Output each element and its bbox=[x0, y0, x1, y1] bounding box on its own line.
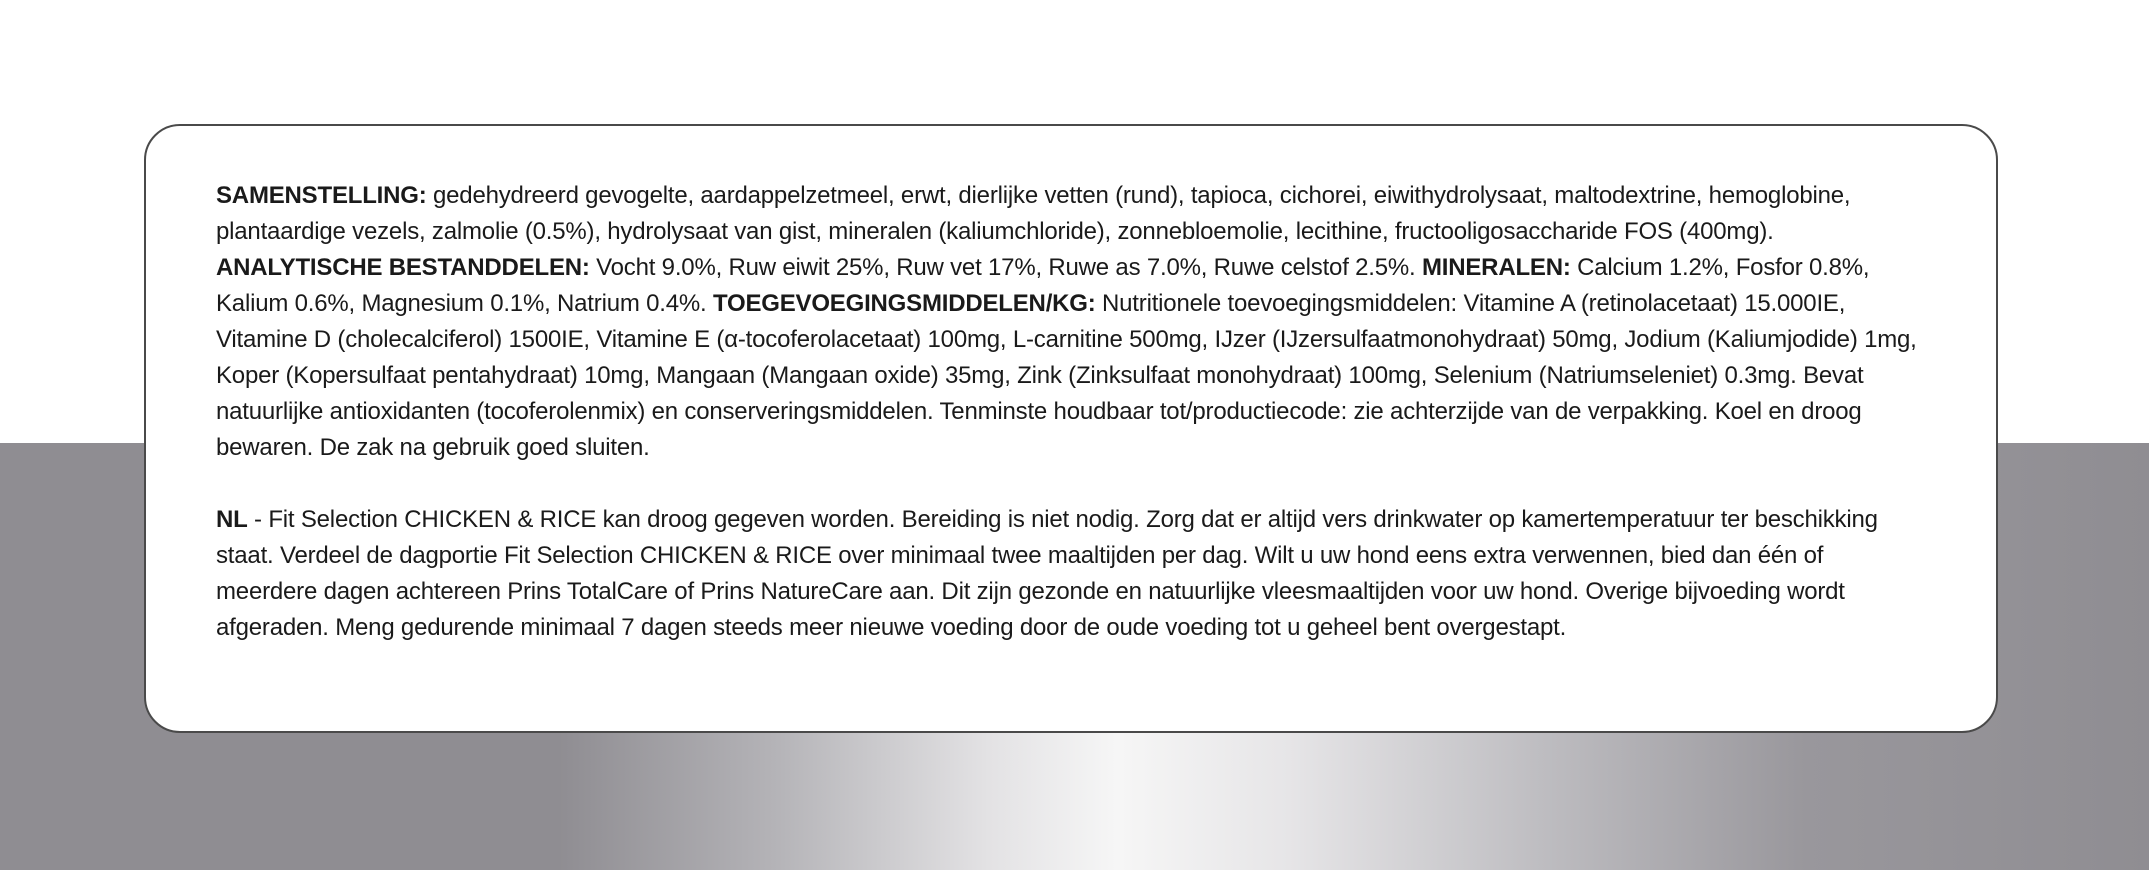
feeding-instructions-text: - Fit Selection CHICKEN & RICE kan droog gegeven worden. Bereiding is niet nodig. Zorg dat er altijd vers drinkwater op kamertemperatuur ter beschikking staat. Verdeel de dagportie Fit Selection CHICKEN & RICE over minimaal twee maaltijden per dag. Wilt u uw hond eens extra verwennen, bied dan één of meerdere dagen achtereen Prins TotalCare of Prins NatureCare aan. Dit zijn gezonde en natuurlijke vleesmaaltijden voor uw hond. Overige bijvoeding wordt afgeraden. Meng gedurende minimaal 7 dagen steeds meer nieuwe voeding door de oude voeding tot u geheel bent overgestapt. bbox=[216, 506, 1878, 641]
additives-text: Nutritionele toevoegingsmiddelen: Vitamine A (retinolacetaat) 15.000IE, Vitamine D (cholecalciferol) 1500IE, Vitamine E (α-tocoferolacetaat) 100mg, L-carnitine 500mg, IJzer (IJzersulfaatmonohydraat) 50mg, Jodium (Kaliumjodide) 1mg, Koper (Kopersulfaat pentahydraat) 10mg, Mangaan (Mangaan oxide) 35mg, Zink (Zinksulfaat monohydraat) 100mg, Selenium (Natriumseleniet) 0.3mg. Bevat natuurlijke antioxidanten (tocoferolenmix) en conserveringsmiddelen. Tenminste houdbaar tot/productiecode: zie achterzijde van de verpakking. Koel en droog bewaren. De zak na gebruik goed sluiten. bbox=[216, 290, 1917, 461]
language-code: NL bbox=[216, 506, 248, 533]
composition-text: gedehydreerd gevogelte, aardappelzetmeel, erwt, dierlijke vetten (rund), tapioca, cichorei, eiwithydrolysaat, maltodextrine, hemoglobine, plantaardige vezels, zalmolie (0.5%), hydrolysaat van gist, mineralen (kaliumchloride), zonnebloemolie, lecithine, fructooligosaccharide FOS (400mg). bbox=[216, 182, 1851, 245]
minerals-text: Calcium 1.2%, Fosfor 0.8%, Kalium 0.6%, Magnesium 0.1%, Natrium 0.4%. bbox=[216, 254, 1870, 317]
ingredients-label-panel bbox=[144, 124, 1998, 733]
composition-heading: SAMENSTELLING: bbox=[216, 182, 427, 209]
minerals-heading: MINERALEN: bbox=[1421, 254, 1571, 281]
ingredients-paragraph bbox=[216, 178, 1926, 466]
analytical-heading: ANALYTISCHE BESTANDDELEN: bbox=[216, 254, 590, 281]
analytical-text: Vocht 9.0%, Ruw eiwit 25%, Ruw vet 17%, Ruwe as 7.0%, Ruwe celstof 2.5%. bbox=[589, 254, 1422, 281]
additives-heading: TOEGEVOEGINGSMIDDELEN/KG: bbox=[712, 290, 1096, 317]
feeding-instructions-paragraph bbox=[216, 502, 1926, 646]
